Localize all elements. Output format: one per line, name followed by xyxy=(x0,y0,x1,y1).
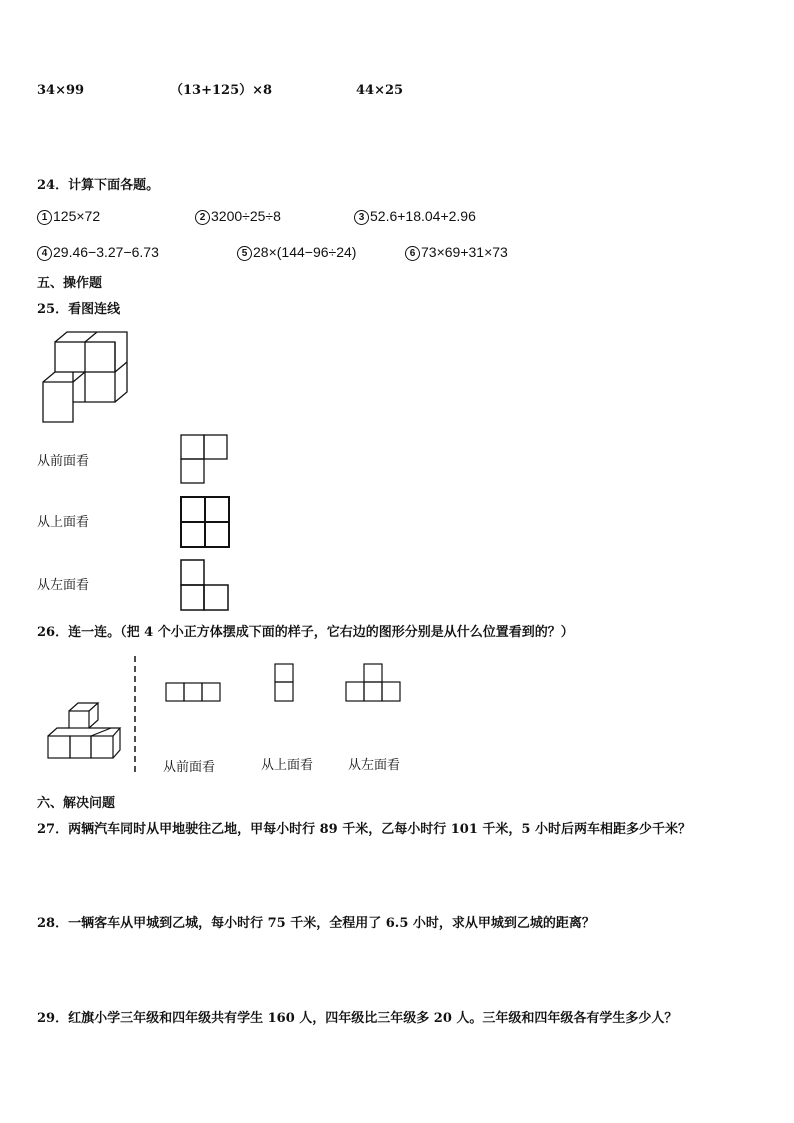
circled-number-4: 4 xyxy=(37,246,52,261)
q25-view-shape-1 xyxy=(180,434,228,486)
q25-cube-figure xyxy=(40,330,132,426)
q26-label-front: 从前面看 xyxy=(163,760,216,775)
q25-title: 25．看图连线 xyxy=(37,302,121,317)
circled-number-3: 3 xyxy=(354,210,369,225)
q24-expr-5: 28×(144−96÷24) xyxy=(253,244,357,260)
q26-cube-figure xyxy=(45,700,125,762)
calc-13plus125-times8: （13+125）×8 xyxy=(170,83,273,98)
q24-item-1 xyxy=(37,208,100,225)
q24-title: 24．计算下面各题。 xyxy=(37,178,160,193)
q26-dashed-divider xyxy=(133,656,137,774)
calc-44x25: 44×25 xyxy=(356,83,404,98)
q26-label-top: 从上面看 xyxy=(261,758,314,773)
q25-view-shape-2 xyxy=(180,496,232,550)
q25-view-shape-3 xyxy=(180,559,230,613)
q25-label-top: 从上面看 xyxy=(37,515,90,530)
q24-item-5 xyxy=(237,244,356,261)
circled-number-6: 6 xyxy=(405,246,420,261)
q29-text: 29．红旗小学三年级和四年级共有学生 160 人，四年级比三年级多 20 人。三年级和四年级各有学生多少人？ xyxy=(37,1011,678,1026)
q24-expr-6: 73×69+31×73 xyxy=(421,244,508,260)
q25-label-front: 从前面看 xyxy=(37,454,90,469)
q24-expr-2: 3200÷25÷8 xyxy=(211,208,281,224)
calc-34x99: 34×99 xyxy=(37,83,85,98)
q24-item-2 xyxy=(195,208,281,225)
circled-number-1: 1 xyxy=(37,210,52,225)
q26-view-stepped xyxy=(345,663,403,703)
q24-item-4 xyxy=(37,244,159,261)
q24-item-6 xyxy=(405,244,508,261)
q25-label-left: 从左面看 xyxy=(37,578,90,593)
section-5-heading: 五、操作题 xyxy=(37,276,103,291)
q24-expr-1: 125×72 xyxy=(53,208,101,224)
q26-label-left: 从左面看 xyxy=(348,758,401,773)
circled-number-5: 5 xyxy=(237,246,252,261)
q24-item-3 xyxy=(354,208,476,225)
circled-number-2: 2 xyxy=(195,210,210,225)
q28-text: 28．一辆客车从甲城到乙城，每小时行 75 千米，全程用了 6.5 小时，求从甲城到乙城的距离？ xyxy=(37,916,595,931)
section-6-heading: 六、解决问题 xyxy=(37,796,116,811)
q26-view-two-stacked xyxy=(274,663,294,703)
q24-expr-3: 52.6+18.04+2.96 xyxy=(370,208,476,224)
q27-text: 27．两辆汽车同时从甲地驶往乙地，甲每小时行 89 千米，乙每小时行 101 千米，5 小时后两车相距多少千米？ xyxy=(37,822,691,837)
q26-view-three-in-row xyxy=(165,682,222,702)
q26-title: 26．连一连。（把 4 个小正方体摆成下面的样子，它右边的图形分别是从什么位置看到的？） xyxy=(37,625,574,640)
q24-expr-4: 29.46−3.27−6.73 xyxy=(53,244,159,260)
